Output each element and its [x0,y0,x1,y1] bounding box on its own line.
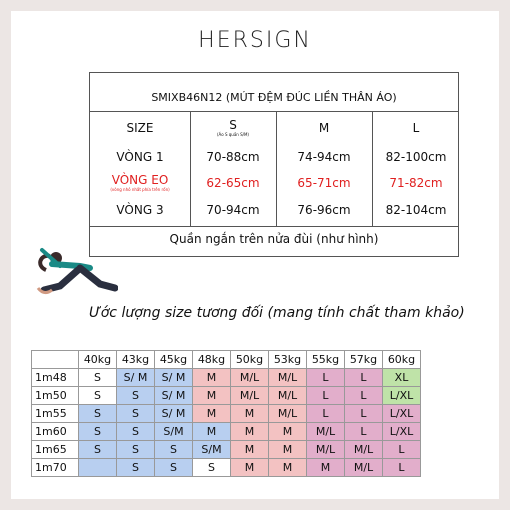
grid-row [32,423,421,441]
height-label: 1m48 [32,369,79,387]
size-cell: L [345,387,383,405]
size-cell: M/L [345,441,383,459]
size-l-header: L [412,120,420,135]
size-cell: S [193,459,231,477]
size-cell: L/XL [383,405,421,423]
weight-header: 40kg [79,351,117,369]
divider [276,111,277,226]
weight-header: 50kg [231,351,269,369]
size-m-header: M [318,120,330,135]
size-cell: S [117,459,155,477]
size-cell: M [193,405,231,423]
size-cell: M [269,459,307,477]
grid-row [32,387,421,405]
size-cell: M [193,369,231,387]
size-cell: L [383,459,421,477]
yoga-figure-illustration [30,244,118,302]
size-cell: L [345,369,383,387]
size-row-1 [90,142,458,171]
row-label: VÒNG 1 [116,149,164,164]
size-cell: S/M [193,441,231,459]
value-cell: 65-71cm [297,175,351,190]
grid-header-row [32,351,421,369]
size-cell: S [79,387,117,405]
value-cell: 76-96cm [297,202,351,217]
size-cell: L [345,405,383,423]
size-cell: S [117,441,155,459]
size-cell: M/L [269,387,307,405]
height-label: 1m55 [32,405,79,423]
size-s-note: (Áo S quần S/M) [217,132,249,137]
value-cell: 82-104cm [385,202,447,217]
value-cell: 74-94cm [297,149,351,164]
size-table-title: SMIXB46N12 (MÚT ĐỆM ĐÚC LIỀN THÂN ÁO) [151,91,397,104]
height-label: 1m70 [32,459,79,477]
weight-header: 55kg [307,351,345,369]
size-cell: L [307,387,345,405]
size-cell: S [117,387,155,405]
size-cell: M [231,459,269,477]
size-cell: M/L [307,441,345,459]
size-cell: S [79,369,117,387]
weight-header: 45kg [155,351,193,369]
divider [372,111,373,226]
grid-row [32,441,421,459]
size-cell: M [231,441,269,459]
size-cell: M/L [231,369,269,387]
size-cell: M [307,459,345,477]
size-cell: S [79,441,117,459]
size-label: SIZE [126,120,154,135]
value-cell: 70-88cm [206,149,260,164]
size-s-header [190,113,276,142]
size-row-3 [90,195,458,224]
size-cell: M [193,423,231,441]
size-cell: L/XL [383,387,421,405]
grid-corner [32,351,79,369]
size-cell: L [383,441,421,459]
size-cell: S [79,423,117,441]
height-label: 1m50 [32,387,79,405]
size-cell: M/L [345,459,383,477]
size-cell: S [155,459,193,477]
size-cell: S [79,405,117,423]
size-cell: M [269,423,307,441]
grid-row [32,459,421,477]
size-table [89,72,459,257]
grid-row [32,405,421,423]
size-cell: M/L [307,423,345,441]
size-cell: M [231,405,269,423]
height-label: 1m65 [32,441,79,459]
row-note: (vòng nhỏ nhất phía trên rốn) [110,187,170,192]
size-estimate-heading: Ước lượng size tương đối (mang tính chất tham khảo) [89,305,465,321]
size-cell: L [345,423,383,441]
value-cell: 71-82cm [389,175,443,190]
row-label: VÒNG 3 [116,202,164,217]
size-cell: S/M [155,423,193,441]
size-cell: M [231,423,269,441]
row-label: VÒNG EO [111,173,169,187]
row-label-waist [90,168,190,197]
size-cell: M/L [231,387,269,405]
size-cell: L [307,369,345,387]
size-cell: S [155,441,193,459]
size-cell: XL [383,369,421,387]
size-cell: S [117,405,155,423]
brand-logo: HERSIGN [198,28,312,53]
size-s-label: S [229,118,237,132]
divider [90,226,458,227]
height-weight-grid [31,350,421,477]
value-cell: 62-65cm [206,175,260,190]
size-row-2 [90,168,458,197]
size-cell: S/ M [155,387,193,405]
size-cell: S/ M [155,369,193,387]
size-cell: M [269,441,307,459]
size-cell: S [117,423,155,441]
size-cell: M/L [269,405,307,423]
size-cell: M [193,387,231,405]
grid-row [32,369,421,387]
value-cell: 82-100cm [385,149,447,164]
size-table-footer: Quần ngắn trên nửa đùi (như hình) [169,232,379,246]
divider [90,111,458,112]
value-cell: 70-94cm [206,202,260,217]
size-cell: L [307,405,345,423]
height-label: 1m60 [32,423,79,441]
divider [190,111,191,226]
size-header-row [90,113,458,142]
weight-header: 43kg [117,351,155,369]
size-cell [79,459,117,477]
weight-header: 53kg [269,351,307,369]
size-cell: L/XL [383,423,421,441]
weight-header: 57kg [345,351,383,369]
weight-header: 48kg [193,351,231,369]
size-cell: M/L [269,369,307,387]
size-cell: S/ M [117,369,155,387]
size-cell: S/ M [155,405,193,423]
weight-header: 60kg [383,351,421,369]
